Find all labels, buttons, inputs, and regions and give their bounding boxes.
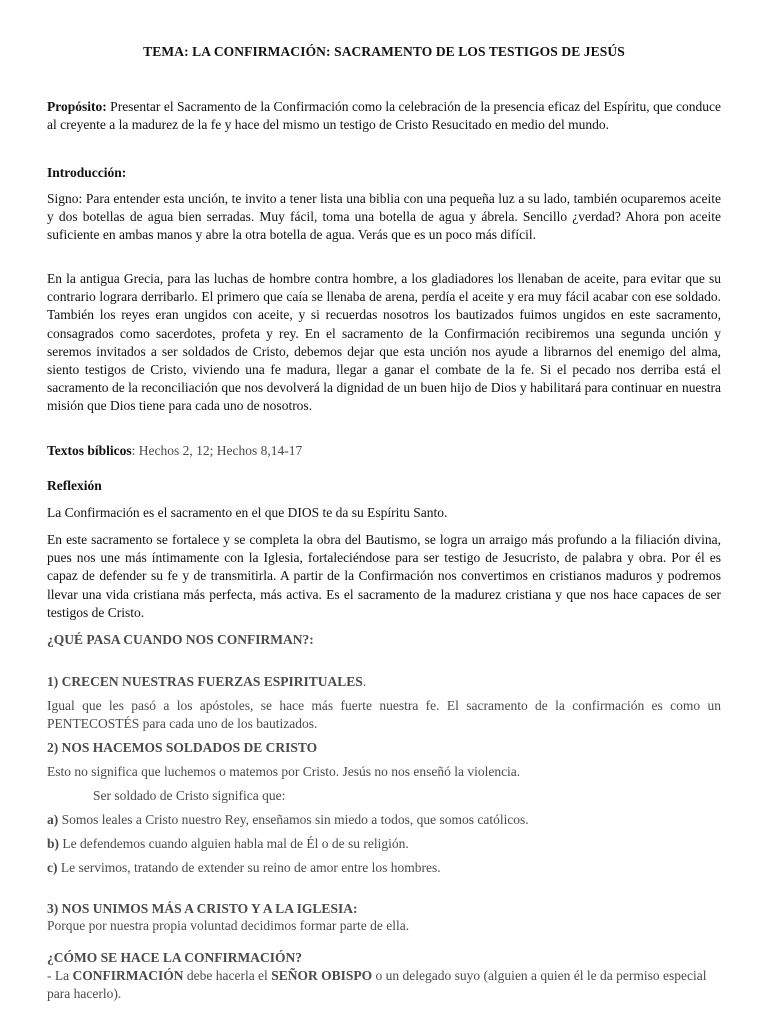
section-3-heading: 3) NOS UNIMOS MÁS A CRISTO Y A LA IGLESIA: xyxy=(47,901,358,916)
section-1-dot: . xyxy=(362,674,367,689)
list-text-c: Le servimos, tratando de extender su reino de amor entre los hombres. xyxy=(57,860,441,875)
que-pasa-heading: ¿QUÉ PASA CUANDO NOS CONFIRMAN?: xyxy=(47,632,314,647)
list-item-c xyxy=(47,859,721,877)
list-item-a xyxy=(47,811,721,829)
como-text-1: - La xyxy=(47,968,73,983)
section-2-intro: Ser soldado de Cristo significa que: xyxy=(93,788,286,803)
list-item-b xyxy=(47,835,721,853)
como-bold-2: SEÑOR OBISPO xyxy=(271,968,373,983)
reflexion-paragraph-1: La Confirmación es el sacramento en el que DIOS te da su Espíritu Santo. xyxy=(47,505,448,520)
introduccion-paragraph-2: En la antigua Grecia, para las luchas de hombre contra hombre, a los gladiadores los llenaban de aceite, para evitar que su contrario lograra derribarlo. El primero que caía se llenaba de arena, perdía el aceite y era muy fácil acabar con ese soldado. También los reyes eran ungidos con aceite, y si recuerdas nosotros los bautizados fuimos ungidos en este sacramento, consagrados como sacerdotes, profeta y rey. En el sacramento de la Confirmación recibiremos una segunda unción y seremos invitados a ser soldados de Cristo, debemos dejar que esta unción nos ayude a librarnos del enemigo del alma, siento testigos de Cristo, viviendo una fe madura, llegar a ganar el combate de la fe. Si el pecado nos derriba está el sacramento de la reconciliación que nos devolverá la dignidad de un buen hijo de Dios y habilitará para continuar en nuestra misión que Dios tiene para cada uno de nosotros. xyxy=(47,271,721,414)
list-letter-b: b) xyxy=(47,836,60,851)
como-text-2: debe hacerla el xyxy=(183,968,272,983)
textos-biblicos xyxy=(47,442,721,460)
section-3-text: Porque por nuestra propia voluntad decidimos formar parte de ella. xyxy=(47,918,410,933)
como-heading: ¿CÓMO SE HACE LA CONFIRMACIÓN? xyxy=(47,950,303,965)
reflexion-paragraph-2: En este sacramento se fortalece y se completa la obra del Bautismo, se logra un arraigo más profundo a la filiación divina, pues nos une más íntimamente con la Iglesia, fortaleciéndose para ser testigo de Jesucristo, de palabra y obra. Por él es capaz de defender su fe y de transmitirla. A partir de la Confirmación nos convertimos en cristianos maduros y podremos llevar una vida cristiana más perfecta, más activa. Es el sacramento de la madurez cristiana y que nos hace capaces de ser testigos de Cristo. xyxy=(47,532,721,620)
list-letter-a: a) xyxy=(47,812,59,827)
proposito-text: Presentar el Sacramento de la Confirmación como la celebración de la presencia eficaz del Espíritu, que conduce al creyente a la madurez de la fe y hace del mismo un testigo de Cristo Resucitado en medio del mundo. xyxy=(47,99,721,133)
reflexion-heading: Reflexión xyxy=(47,478,102,493)
list-text-b: Le defendemos cuando alguien habla mal de Él o de su religión. xyxy=(59,836,409,851)
section-2-heading: 2) NOS HACEMOS SOLDADOS DE CRISTO xyxy=(47,740,318,755)
section-1-text: Igual que les pasó a los apóstoles, se hace más fuerte nuestra fe. El sacramento de la confirmación es como un PENTECOSTÉS para cada uno de los bautizados. xyxy=(47,698,721,732)
proposito-label: Propósito: xyxy=(47,99,107,114)
como-paragraph xyxy=(47,967,721,1003)
introduccion-heading: Introducción: xyxy=(47,165,127,180)
proposito-paragraph xyxy=(47,98,721,134)
textos-label: Textos bíblicos xyxy=(47,443,132,458)
section-1-title: 1) CRECEN NUESTRAS FUERZAS ESPIRITUALES xyxy=(47,674,363,689)
section-1-heading xyxy=(47,673,721,691)
section-2-text: Esto no significa que luchemos o matemos por Cristo. Jesús no nos enseñó la violencia. xyxy=(47,764,521,779)
list-text-a: Somos leales a Cristo nuestro Rey, enseñamos sin miedo a todos, que somos católicos. xyxy=(58,812,529,827)
introduccion-paragraph-1: Signo: Para entender esta unción, te invito a tener lista una biblia con una pequeña luz a su lado, también ocuparemos aceite y dos botellas de agua bien serradas. Muy fácil, toma una botella de agua y ábrela. Sencillo ¿verdad? Ahora pon aceite suficiente en ambas manos y abre la otra botella de agua. Verás que es un poco más difícil. xyxy=(47,191,721,243)
textos-refs: : Hechos 2, 12; Hechos 8,14-17 xyxy=(131,443,303,458)
como-bold-1: CONFIRMACIÓN xyxy=(72,968,184,983)
list-letter-c: c) xyxy=(47,860,58,875)
como-text-3: o un delegado suyo (alguien a quien él le da permiso especial para hacerlo). xyxy=(47,968,707,1002)
page-title: TEMA: LA CONFIRMACIÓN: SACRAMENTO DE LOS TESTIGOS DE JESÚS xyxy=(143,44,625,59)
